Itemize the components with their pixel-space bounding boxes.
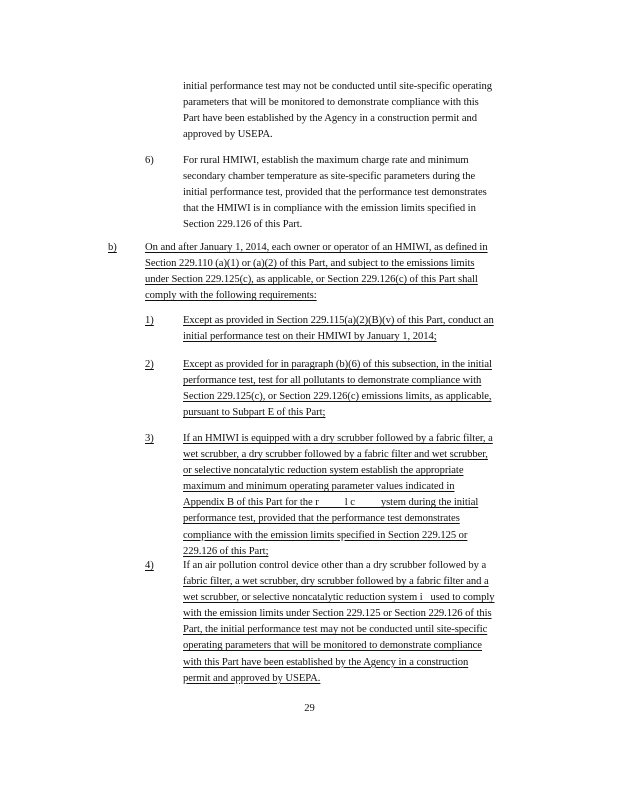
item-2-paragraph xyxy=(183,357,565,421)
continued-paragraph xyxy=(183,79,563,143)
text-line: or selective noncatalytic reduction system establish the appropriate xyxy=(183,465,464,477)
text-line: parameters that will be monitored to demonstrate compliance with this xyxy=(183,97,479,109)
item-marker: 1) xyxy=(145,315,154,326)
text-line: initial performance test may not be conducted until site-specific operating xyxy=(183,81,492,92)
item-marker: 6) xyxy=(145,155,154,166)
item-marker: 4) xyxy=(145,560,154,571)
text-line: Appendix B of this Part for the r l c ystem during the initial xyxy=(183,497,479,509)
text-line: with the emission limits under Section 229.125 or Section 229.126 of this xyxy=(183,608,492,620)
text-line: wet scrubber, a dry scrubber followed by a fabric filter and wet scrubber, xyxy=(183,449,488,461)
text-line: maximum and minimum operating parameter values indicated in xyxy=(183,481,455,493)
text-line: 229.126 of this Part; xyxy=(183,545,269,557)
text-line: secondary chamber temperature as site-specific parameters during the xyxy=(183,171,476,183)
text-line: performance test, test for all pollutants to demonstrate compliance with xyxy=(183,375,482,387)
text-line: performance test, provided that the performance test demonstrates xyxy=(183,513,460,525)
text-line: Section 229.125(c), or Section 229.126(c) emissions limits, as applicable, xyxy=(183,391,492,403)
text-line: fabric filter, a wet scrubber, dry scrubber followed by a fabric filter and a xyxy=(183,576,489,588)
page-number: 29 xyxy=(304,703,315,714)
item-marker: 3) xyxy=(145,433,154,444)
text-line: Part, the initial performance test may not be conducted until site-specific xyxy=(183,624,488,636)
item-marker: 2) xyxy=(145,359,154,370)
text-line: compliance with the emission limits specified in Section 229.125 or xyxy=(183,529,468,541)
text-line: wet scrubber, or selective noncatalytic reduction system i used to comply xyxy=(183,592,495,604)
text-line: If an air pollution control device other than a dry scrubber followed by a xyxy=(183,560,487,571)
text-line: Except as provided for in paragraph (b)(6) of this subsection, in the initial xyxy=(183,359,492,370)
section-marker: b) xyxy=(108,242,117,253)
section-b-paragraph xyxy=(145,240,565,304)
item-3-paragraph xyxy=(183,431,565,560)
text-line: that the HMIWI is in compliance with the emission limits specified in xyxy=(183,203,476,215)
text-line: initial performance test, provided that the performance test demonstrates xyxy=(183,187,487,199)
text-line: under Section 229.125(c), as applicable, or Section 229.126(c) of this Part shall xyxy=(145,274,478,286)
item-6-paragraph xyxy=(183,153,563,233)
text-line: For rural HMIWI, establish the maximum charge rate and minimum xyxy=(183,155,469,166)
text-line: Part have been established by the Agency in a construction permit and xyxy=(183,113,477,125)
text-line: Section 229.126 of this Part. xyxy=(183,219,303,231)
text-line: initial performance test on their HMIWI by January 1, 2014; xyxy=(183,331,437,343)
text-line: operating parameters that will be monitored to demonstrate compliance xyxy=(183,640,482,652)
text-line: pursuant to Subpart E of this Part; xyxy=(183,407,326,419)
text-line: If an HMIWI is equipped with a dry scrubber followed by a fabric filter, a xyxy=(183,433,493,444)
text-line: comply with the following requirements: xyxy=(145,290,317,302)
text-line: Section 229.110 (a)(1) or (a)(2) of this Part, and subject to the emissions limits xyxy=(145,258,475,270)
text-line: Except as provided in Section 229.115(a)(2)(B)(v) of this Part, conduct an xyxy=(183,315,494,326)
text-line: permit and approved by USEPA. xyxy=(183,672,321,684)
text-line: with this Part have been established by the Agency in a construction xyxy=(183,656,469,668)
item-1-paragraph xyxy=(183,313,565,345)
item-4-paragraph xyxy=(183,558,565,687)
text-line: On and after January 1, 2014, each owner or operator of an HMIWI, as defined in xyxy=(145,242,488,253)
text-line: approved by USEPA. xyxy=(183,129,273,141)
